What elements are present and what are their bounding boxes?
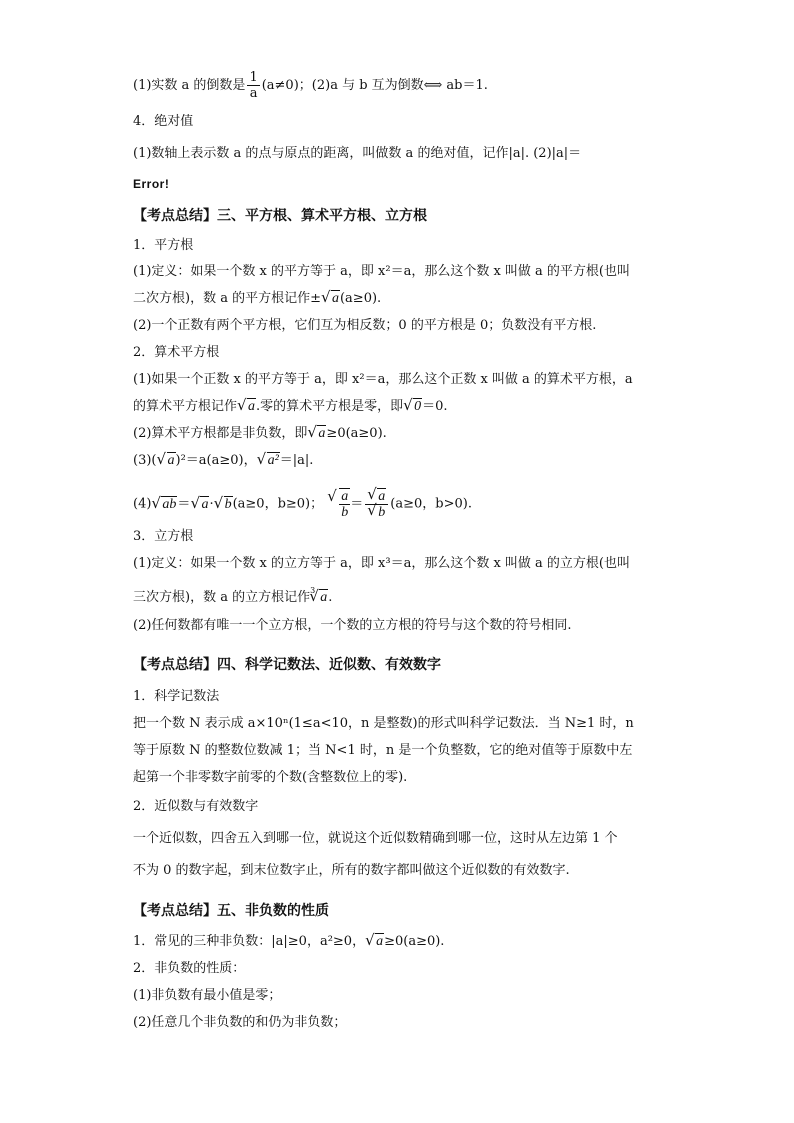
line-cbrt-property: (2)任何数都有唯一一个立方根，一个数的立方根的符号与这个数的符号相同.	[133, 618, 572, 633]
fraction-sqrt: √ a √ b	[365, 489, 388, 520]
line-sci-rule: 等于原数 N 的整数位数减 1；当 N<1 时，n 是一个负整数，它的绝对值等于原数中左	[133, 743, 633, 758]
line-arith-product: (4)√ ab＝√ a·√ b(a≥0，b≥0)； √ $\frac{a}{b}$ ＝ √ a √ b (a≥0，b>0).	[133, 488, 472, 520]
radical: √ a	[238, 397, 256, 417]
line-arith-def: (1)如果一个正数 x 的平方等于 a，即 x²＝a，那么这个正数 x 叫做 a 的算术平方根，a	[133, 372, 633, 387]
radical: √ a	[191, 495, 209, 515]
line-error: Error!	[133, 177, 170, 191]
line-sci-title: 1．科学记数法	[133, 689, 220, 704]
section-heading-4: 【考点总结】四、科学记数法、近似数、有效数字	[133, 657, 441, 673]
line-sqrt-notation: 二次方根)，数 a 的平方根记作±√ a(a≥0).	[133, 289, 381, 309]
line-cbrt-def: (1)定义：如果一个数 x 的立方等于 a，即 x³＝a，那么这个数 x 叫做 a 的立方根(也叫	[133, 556, 631, 571]
line-nonneg-types: 1．常见的三种非负数：|a|≥0，a²≥0，√ a≥0(a≥0).	[133, 932, 444, 952]
radical: √ a	[366, 932, 384, 952]
line-sqrt-def: (1)定义：如果一个数 x 的平方等于 a，即 x²＝a，那么这个数 x 叫做 a 的平方根(也叫	[133, 264, 631, 279]
line-nonneg-prop1: (1)非负数有最小值是零；	[133, 988, 282, 1003]
radical: √ a	[322, 289, 340, 309]
radical-fraction: √ $\frac{a}{b}$	[328, 488, 350, 520]
fraction-one-over-a: $\frac{1}{a}$	[249, 70, 258, 101]
line-sqrt-property: (2)一个正数有两个平方根，它们互为相反数；0 的平方根是 0；负数没有平方根.	[133, 318, 597, 333]
radical: √ a²	[258, 451, 280, 471]
line-approx-title: 2．近似数与有效数字	[133, 799, 259, 814]
section-heading-3: 【考点总结】三、平方根、算术平方根、立方根	[133, 208, 427, 224]
radical: √ a	[158, 451, 176, 471]
line-arith-notation: 的算术平方根记作√ a.零的算术平方根是零，即√ 0＝0.	[133, 397, 448, 417]
line-cbrt-notation: 三次方根)，数 a 的立方根记作$^3$√ a.	[133, 581, 332, 608]
line-arith-nonneg: (2)算术平方根都是非负数，即√ a≥0(a≥0).	[133, 424, 387, 444]
line-arith-title: 2．算术平方根	[133, 345, 220, 360]
line-approx-def-cont: 不为 0 的数字起，到末位数字止，所有的数字都叫做这个近似数的有效数字.	[133, 863, 570, 878]
line-sci-rule-cont: 起第一个非零数字前零的个数(含整数位上的零).	[133, 770, 408, 785]
line-nonneg-props-title: 2．非负数的性质：	[133, 961, 246, 976]
line-cbrt-title: 3．立方根	[133, 529, 194, 544]
line-sqrt-title: 1．平方根	[133, 238, 194, 253]
cube-root: √ a	[310, 588, 328, 608]
line-abs-title: 4．绝对值	[133, 114, 194, 129]
line-reciprocal: (1)实数 a 的倒数是 $\frac{1}{a}$ (a≠0)；(2)a 与 b 互为倒数⟺ ab＝1.	[133, 70, 488, 101]
radical: √ b	[215, 495, 233, 515]
line-nonneg-prop2: (2)任意几个非负数的和仍为非负数；	[133, 1015, 347, 1030]
line-approx-def: 一个近似数，四舍五入到哪一位，就说这个近似数精确到哪一位，这时从左边第 1 个	[133, 831, 618, 846]
line-sci-def: 把一个数 N 表示成 a×10ⁿ(1≤a<10，n 是整数)的形式叫科学记数法．当 N≥1 时，n	[133, 716, 634, 731]
radical: √ 0	[404, 397, 422, 417]
radical: √ a	[308, 424, 326, 444]
section-heading-5: 【考点总结】五、非负数的性质	[133, 903, 329, 919]
radical: √ ab	[152, 495, 177, 515]
line-abs-def: (1)数轴上表示数 a 的点与原点的距离，叫做数 a 的绝对值，记作|a|. (2)|a|＝	[133, 146, 582, 161]
line-arith-square: (3)(√ a)²＝a(a≥0)，√ a²＝|a|.	[133, 451, 313, 471]
